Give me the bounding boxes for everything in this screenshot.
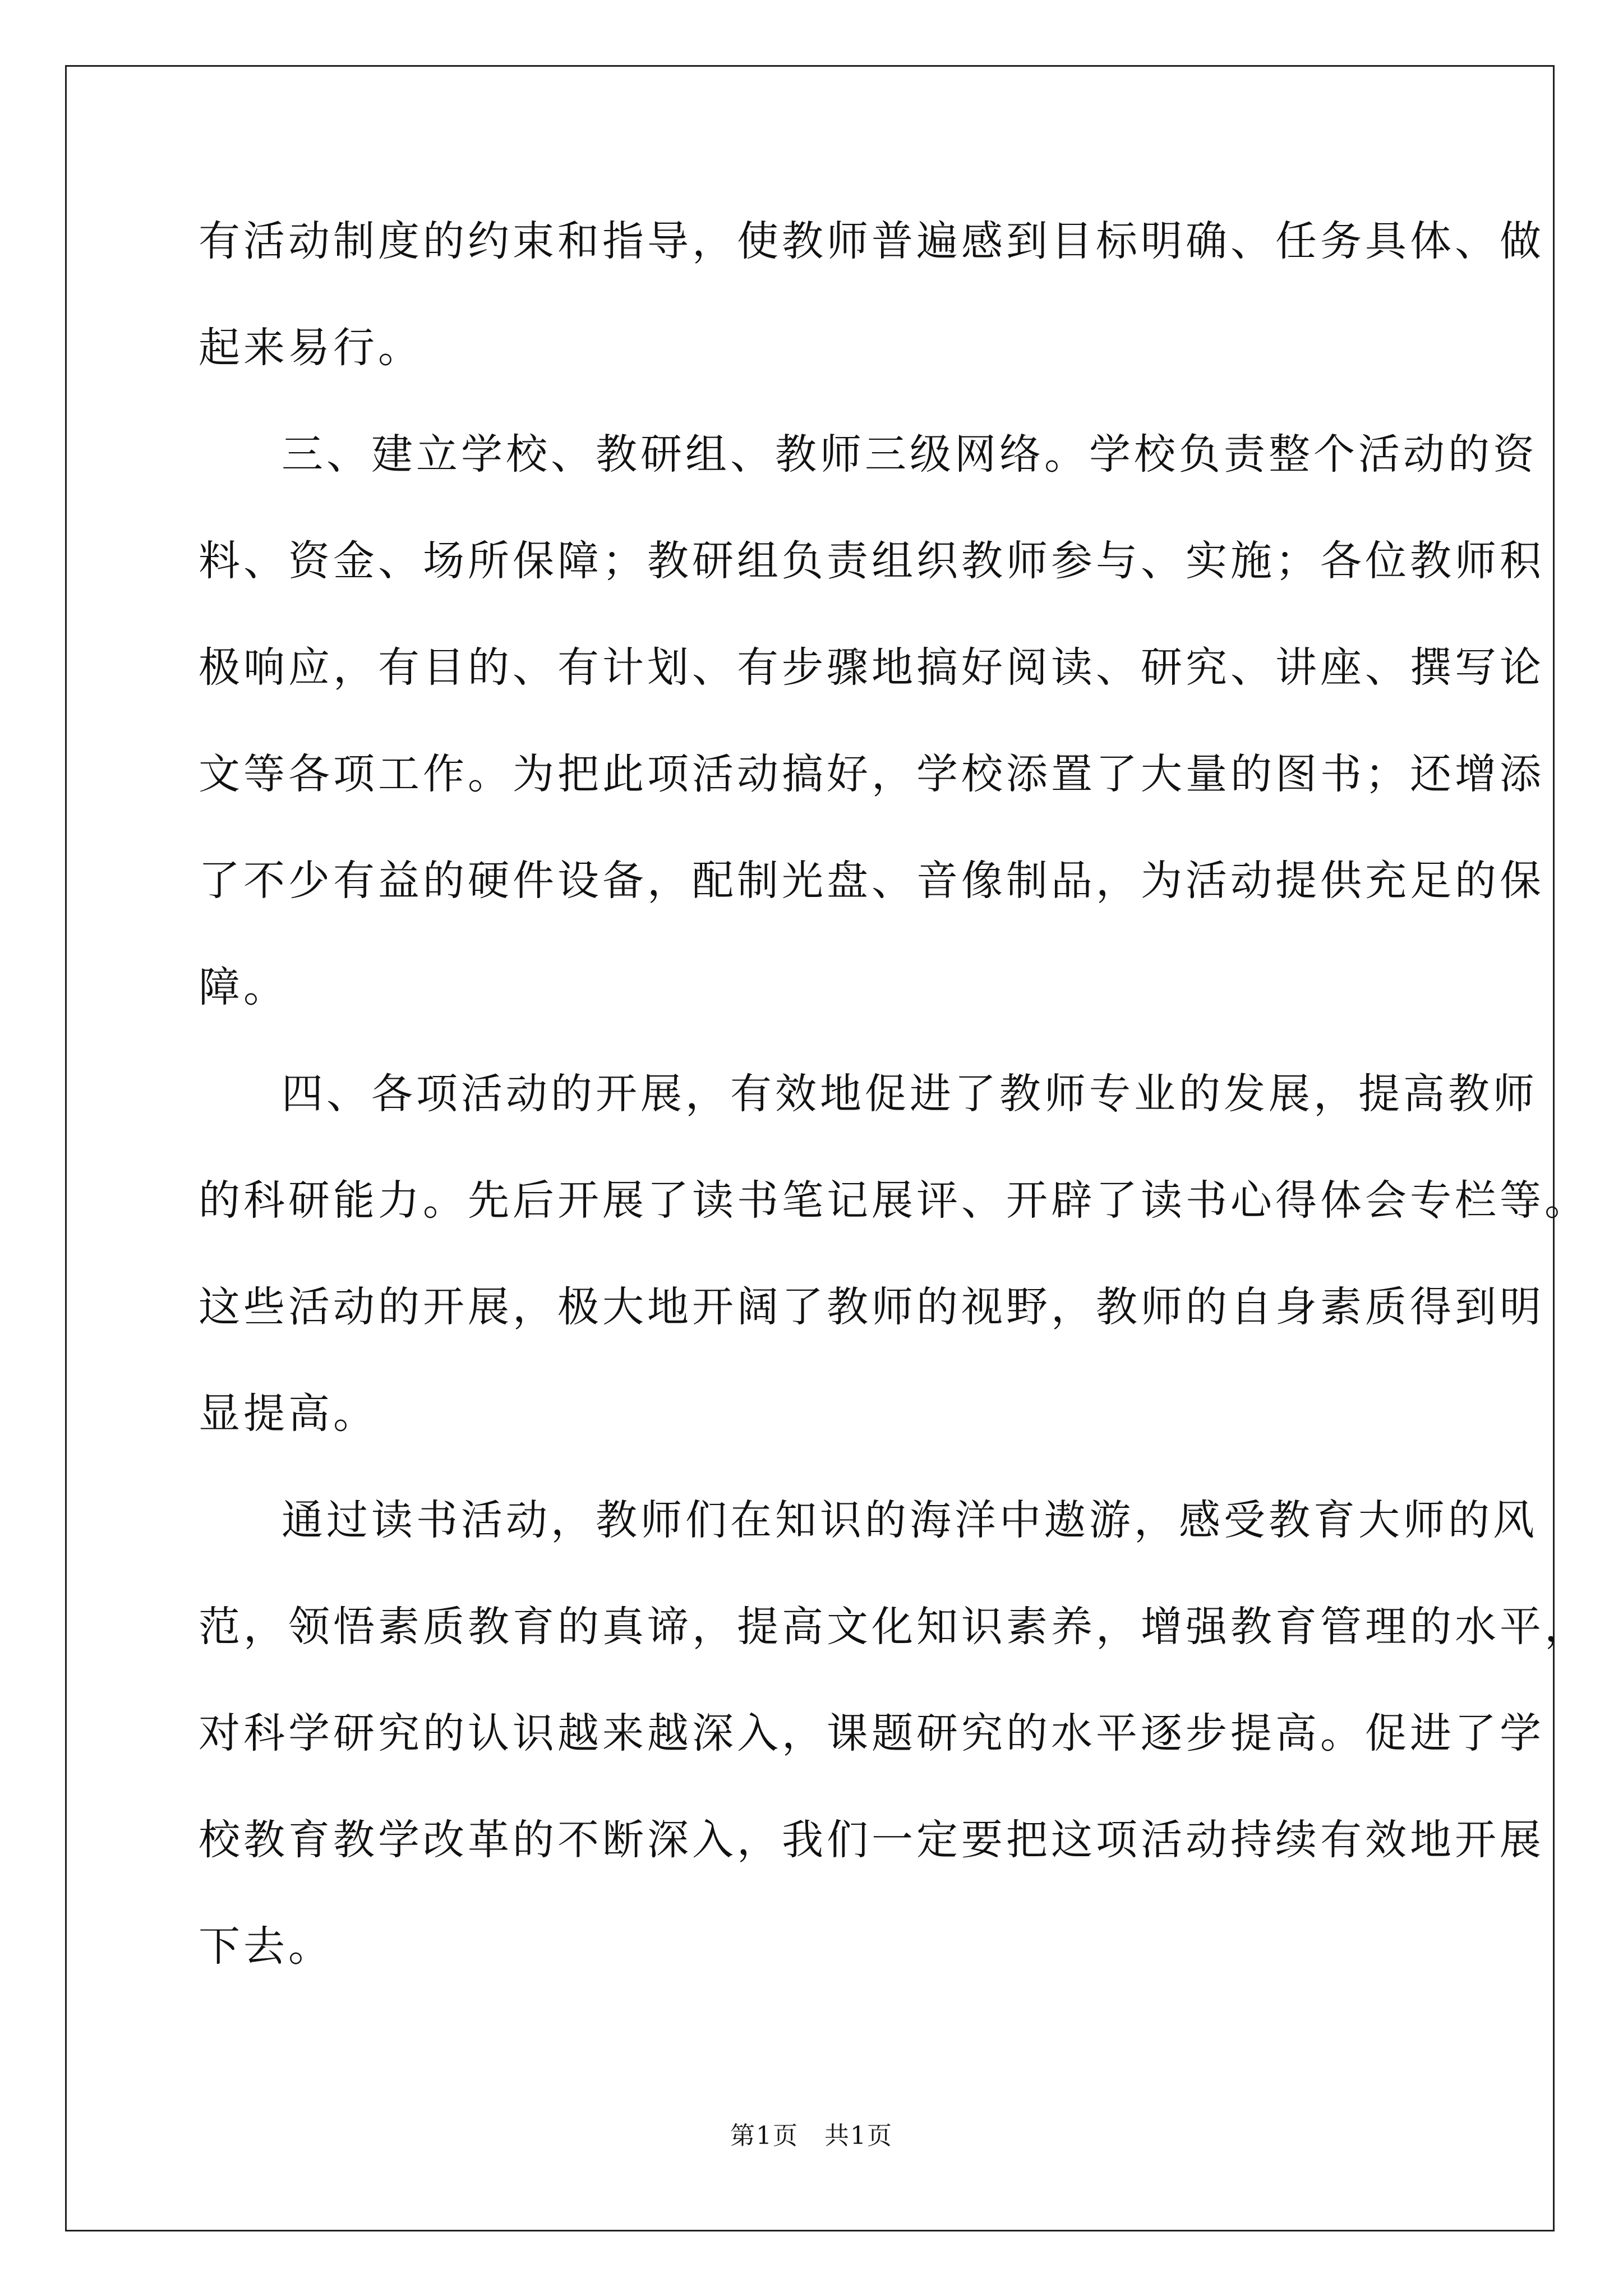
text-line: 有活动制度的约束和指导，使教师普遍感到目标明确、任务具体、做 [199, 217, 1544, 265]
text-line: 显提高。 [199, 1389, 378, 1438]
text-line: 范，领悟素质教育的真谛，提高文化知识素养，增强教育管理的水平， [199, 1603, 1589, 1651]
text-line: 对科学研究的认识越来越深入，课题研究的水平逐步提高。促进了学 [199, 1709, 1544, 1757]
paragraph-start-line: 三、建立学校、教研组、教师三级网络。学校负责整个活动的资 [282, 430, 1538, 478]
page-number-footer: 第1页 共1页 [730, 2122, 893, 2150]
text-line: 料、资金、场所保障；教研组负责组织教师参与、实施；各位教师积 [199, 537, 1544, 585]
text-line: 起来易行。 [199, 324, 423, 372]
text-line: 极响应，有目的、有计划、有步骤地搞好阅读、研究、讲座、撰写论 [199, 643, 1544, 692]
text-line: 的科研能力。先后开展了读书笔记展评、开辟了读书心得体会专栏等。 [199, 1176, 1589, 1225]
text-line: 这些活动的开展，极大地开阔了教师的视野，教师的自身素质得到明 [199, 1283, 1544, 1331]
text-line: 下去。 [199, 1922, 333, 1971]
text-line: 障。 [199, 963, 288, 1011]
paragraph-start-line: 四、各项活动的开展，有效地促进了教师专业的发展，提高教师 [282, 1070, 1538, 1118]
page-border [65, 65, 1555, 2231]
text-line: 校教育教学改革的不断深入，我们一定要把这项活动持续有效地开展 [199, 1816, 1544, 1864]
text-line: 了不少有益的硬件设备，配制光盘、音像制品，为活动提供充足的保 [199, 857, 1544, 905]
paragraph-start-line: 通过读书活动，教师们在知识的海洋中遨游，感受教育大师的风 [282, 1496, 1538, 1544]
text-line: 文等各项工作。为把此项活动搞好，学校添置了大量的图书；还增添 [199, 750, 1544, 798]
